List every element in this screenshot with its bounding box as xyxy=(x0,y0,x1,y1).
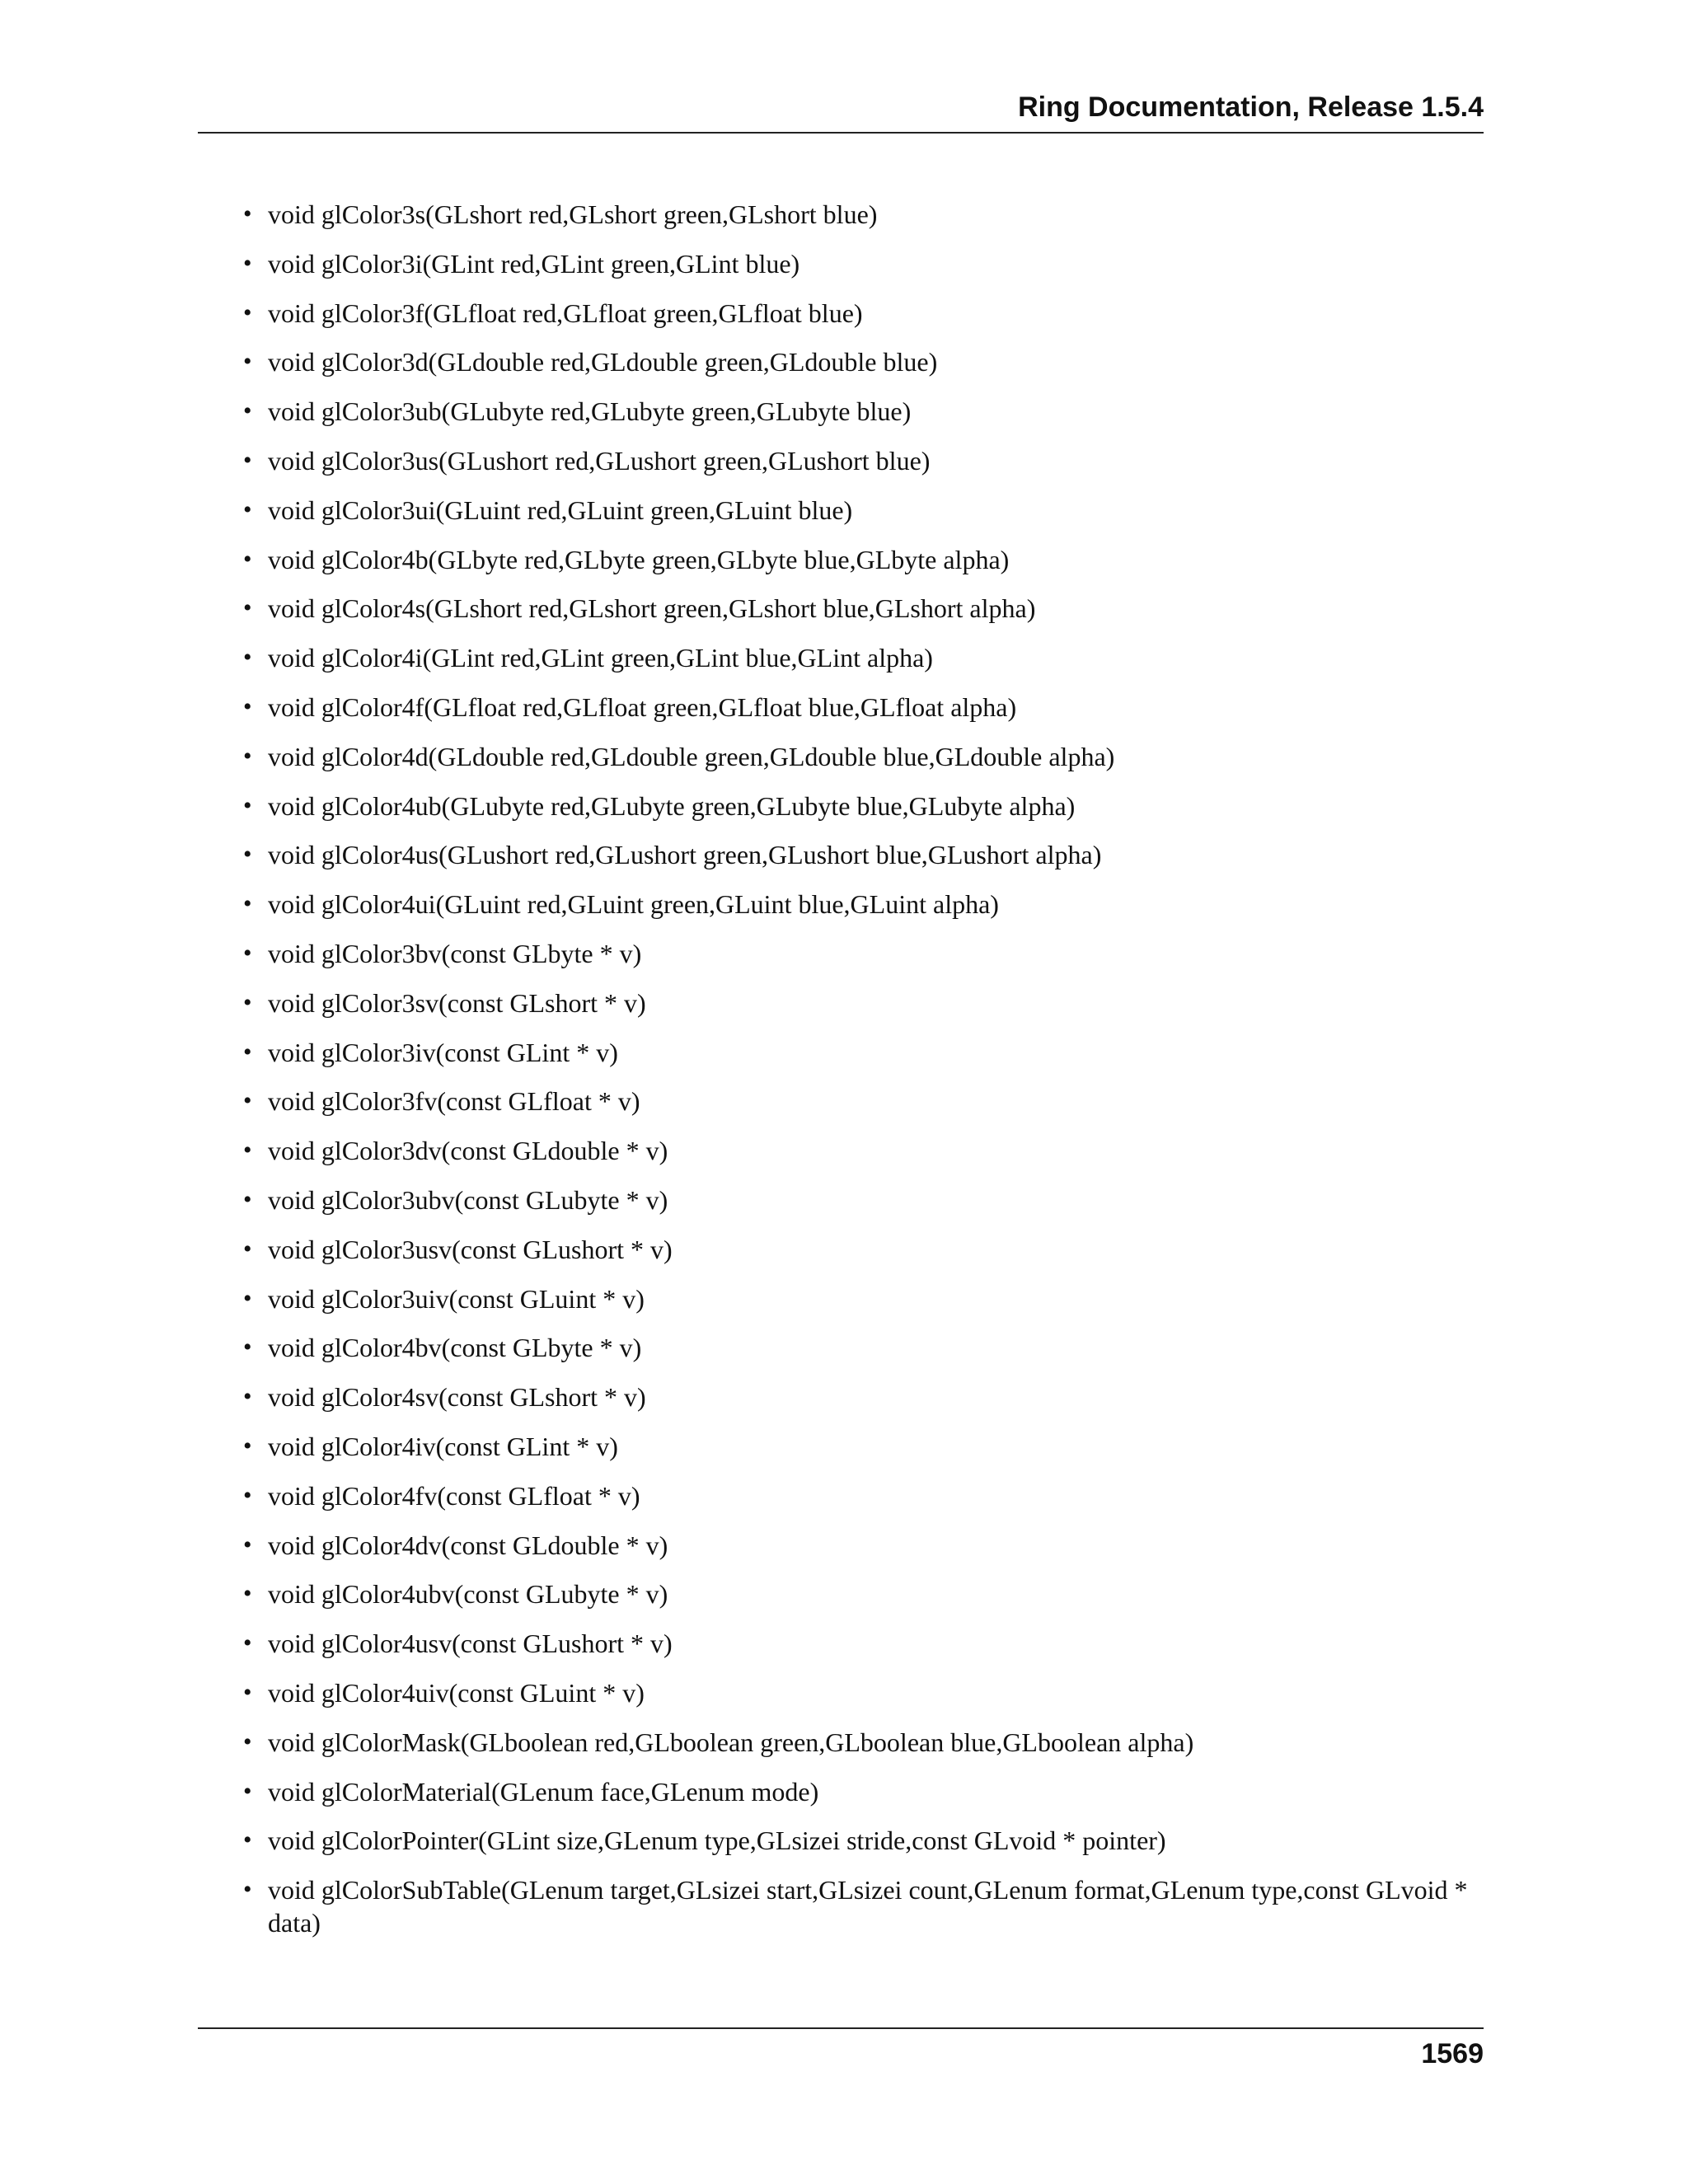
bullet-icon: • xyxy=(243,446,252,474)
function-signature: void glColor4usv(const GLushort * v) xyxy=(268,1629,673,1659)
list-item xyxy=(243,395,1488,428)
bullet-icon: • xyxy=(243,1235,252,1263)
list-item xyxy=(243,691,1488,724)
list-item xyxy=(243,1085,1488,1118)
list-item xyxy=(243,1824,1488,1857)
page-number: 1569 xyxy=(1421,2038,1484,2069)
function-signature: void glColor3usv(const GLushort * v) xyxy=(268,1234,673,1264)
function-signature: void glColor4s(GLshort red,GLshort green,GLshort blue,GLshort alpha) xyxy=(268,593,1036,624)
bullet-icon: • xyxy=(243,298,252,326)
function-signature: void glColor4ui(GLuint red,GLuint green,GLuint blue,GLuint alpha) xyxy=(268,889,999,920)
bullet-icon: • xyxy=(243,1432,252,1460)
function-signature: void glColor3us(GLushort red,GLushort green,GLushort blue) xyxy=(268,445,931,476)
function-signature: void glColor3sv(const GLshort * v) xyxy=(268,987,646,1018)
list-item xyxy=(243,247,1488,280)
list-item xyxy=(243,1036,1488,1069)
bullet-icon: • xyxy=(243,1284,252,1312)
list-item xyxy=(243,198,1488,231)
bullet-icon: • xyxy=(243,545,252,573)
list-item xyxy=(243,1134,1488,1167)
bullet-icon: • xyxy=(243,939,252,967)
function-signature: void glColor3iv(const GLint * v) xyxy=(268,1037,618,1067)
function-signature: void glColor3s(GLshort red,GLshort green,GLshort blue) xyxy=(268,199,878,229)
list-item xyxy=(243,1873,1488,1939)
function-signature: void glColor4us(GLushort red,GLushort green,GLushort blue,GLushort alpha) xyxy=(268,840,1102,870)
bullet-icon: • xyxy=(243,1629,252,1657)
function-signature: void glColor4fv(const GLfloat * v) xyxy=(268,1480,640,1511)
list-item xyxy=(243,1529,1488,1562)
bullet-icon: • xyxy=(243,1530,252,1558)
list-item xyxy=(243,838,1488,871)
bullet-icon: • xyxy=(243,1727,252,1755)
bullet-icon: • xyxy=(243,594,252,622)
list-item xyxy=(243,1479,1488,1512)
bullet-icon: • xyxy=(243,1777,252,1805)
bullet-icon: • xyxy=(243,495,252,523)
bullet-icon: • xyxy=(243,1333,252,1361)
function-signature: void glColor4ubv(const GLubyte * v) xyxy=(268,1579,668,1610)
list-item xyxy=(243,1331,1488,1364)
function-signature: void glColor4d(GLdouble red,GLdouble green,GLdouble blue,GLdouble alpha) xyxy=(268,741,1115,771)
function-signature: void glColor3i(GLint red,GLint green,GLint blue) xyxy=(268,248,800,279)
list-item xyxy=(243,740,1488,773)
page-content xyxy=(243,198,1488,1956)
list-item xyxy=(243,987,1488,1019)
list-item xyxy=(243,1577,1488,1610)
bullet-icon: • xyxy=(243,1678,252,1706)
list-item xyxy=(243,543,1488,576)
list-item xyxy=(243,1183,1488,1216)
list-item xyxy=(243,641,1488,674)
bullet-icon: • xyxy=(243,692,252,720)
bullet-icon: • xyxy=(243,1185,252,1213)
function-signature: void glColor3d(GLdouble red,GLdouble green,GLdouble blue) xyxy=(268,347,938,377)
function-signature: void glColor4sv(const GLshort * v) xyxy=(268,1382,646,1413)
list-item xyxy=(243,1233,1488,1266)
function-signature: void glColor3bv(const GLbyte * v) xyxy=(268,938,642,968)
list-item xyxy=(243,1380,1488,1413)
bullet-icon: • xyxy=(243,841,252,869)
page-header xyxy=(198,91,1484,134)
bullet-icon: • xyxy=(243,1876,252,1904)
function-signature: void glColor3ubv(const GLubyte * v) xyxy=(268,1184,668,1215)
bullet-icon: • xyxy=(243,1826,252,1854)
list-item xyxy=(243,444,1488,477)
bullet-icon: • xyxy=(243,988,252,1016)
bullet-icon: • xyxy=(243,1481,252,1509)
bullet-icon: • xyxy=(243,348,252,376)
function-signature: void glColor3uiv(const GLuint * v) xyxy=(268,1283,645,1314)
list-item xyxy=(243,345,1488,378)
list-item xyxy=(243,297,1488,330)
list-item xyxy=(243,1726,1488,1759)
list-item xyxy=(243,1775,1488,1808)
function-signature: void glColorMaterial(GLenum face,GLenum mode) xyxy=(268,1776,819,1807)
list-item xyxy=(243,592,1488,625)
list-item xyxy=(243,1282,1488,1315)
function-signature: void glColor3fv(const GLfloat * v) xyxy=(268,1086,640,1117)
function-signature: void glColor3f(GLfloat red,GLfloat green,GLfloat blue) xyxy=(268,298,863,328)
list-item xyxy=(243,888,1488,921)
bullet-icon: • xyxy=(243,200,252,227)
bullet-icon: • xyxy=(243,1087,252,1115)
function-signature: void glColor3ui(GLuint red,GLuint green,GLuint blue) xyxy=(268,494,853,525)
bullet-icon: • xyxy=(243,397,252,425)
function-signature: void glColor4iv(const GLint * v) xyxy=(268,1431,618,1461)
bullet-icon: • xyxy=(243,249,252,277)
function-signature: void glColor4dv(const GLdouble * v) xyxy=(268,1530,668,1560)
function-signature: void glColor4b(GLbyte red,GLbyte green,GLbyte blue,GLbyte alpha) xyxy=(268,544,1010,574)
bullet-icon: • xyxy=(243,1038,252,1066)
list-item xyxy=(243,1430,1488,1463)
function-signature: void glColorSubTable(GLenum target,GLsizei start,GLsizei count,GLenum format,GLenum type,const GLvoid * data) xyxy=(268,1875,1468,1938)
function-signature: void glColor3dv(const GLdouble * v) xyxy=(268,1136,668,1166)
page-footer xyxy=(198,2027,1484,2079)
function-list xyxy=(243,198,1488,1939)
list-item xyxy=(243,1676,1488,1709)
function-signature: void glColorPointer(GLint size,GLenum type,GLsizei stride,const GLvoid * pointer) xyxy=(268,1825,1166,1856)
bullet-icon: • xyxy=(243,890,252,918)
function-signature: void glColor4bv(const GLbyte * v) xyxy=(268,1333,642,1363)
header-title: Ring Documentation, Release 1.5.4 xyxy=(1018,91,1484,123)
bullet-icon: • xyxy=(243,1383,252,1411)
list-item xyxy=(243,1627,1488,1660)
list-item xyxy=(243,937,1488,970)
function-signature: void glColor4uiv(const GLuint * v) xyxy=(268,1677,645,1708)
function-signature: void glColor4i(GLint red,GLint green,GLint blue,GLint alpha) xyxy=(268,643,933,673)
bullet-icon: • xyxy=(243,644,252,672)
function-signature: void glColorMask(GLboolean red,GLboolean green,GLboolean blue,GLboolean alpha) xyxy=(268,1727,1194,1757)
function-signature: void glColor4f(GLfloat red,GLfloat green,GLfloat blue,GLfloat alpha) xyxy=(268,691,1017,722)
bullet-icon: • xyxy=(243,1137,252,1165)
bullet-icon: • xyxy=(243,791,252,819)
function-signature: void glColor4ub(GLubyte red,GLubyte green,GLubyte blue,GLubyte alpha) xyxy=(268,790,1076,821)
bullet-icon: • xyxy=(243,1580,252,1608)
bullet-icon: • xyxy=(243,742,252,770)
function-signature: void glColor3ub(GLubyte red,GLubyte green,GLubyte blue) xyxy=(268,396,912,427)
list-item xyxy=(243,790,1488,823)
list-item xyxy=(243,494,1488,527)
